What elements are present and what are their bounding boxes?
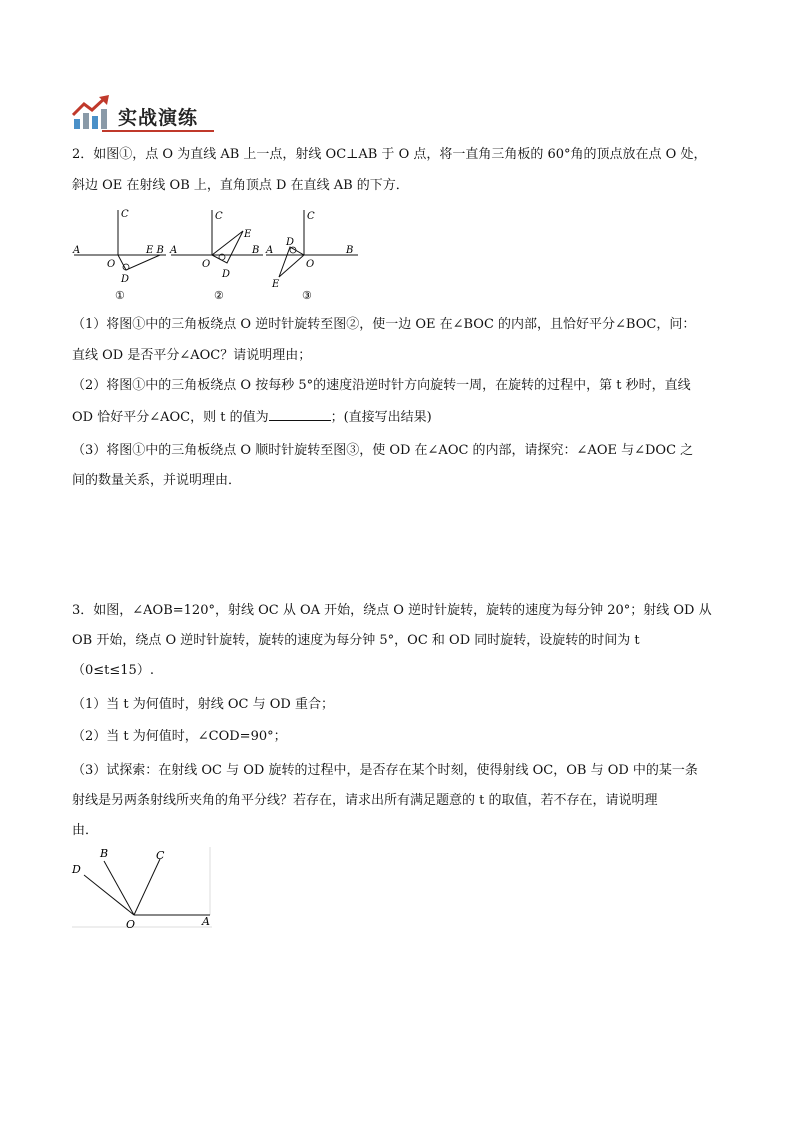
fig2-label-b: B (252, 245, 260, 256)
fig2-label-c: C (215, 211, 223, 222)
q2-sub2-text-b: ；(直接写出结果) (330, 410, 432, 425)
q2-stem-line1: 2．如图①，点 O 为直线 AB 上一点，射线 OC⊥AB 于 O 点，将一直角三角板的 60°角的顶点放在点 O 处， (72, 147, 707, 162)
figure-1 (70, 207, 170, 303)
section-title: 实战演练 (118, 107, 199, 129)
q2-sub2-text-a: OD 恰好平分∠AOC，则 t 的值为 (72, 410, 269, 425)
fig1-label-o: O (107, 259, 116, 270)
q3-line1: 3．如图，∠AOB=120°，射线 OC 从 OA 开始，绕点 O 逆时针旋转，旋转的速度为每分钟 20°；射线 OD 从 (72, 603, 712, 618)
fig1-caption: ① (115, 289, 125, 302)
q2-sub1-line1: （1）将图①中的三角板绕点 O 逆时针旋转至图②，使一边 OE 在∠BOC 的内部，且恰好平分∠BOC，问： (72, 317, 696, 332)
fig3-label-c: C (307, 211, 315, 222)
q3-sub3-line3: 由． (72, 823, 99, 838)
q3-line2: OB 开始，绕点 O 逆时针旋转，旋转的速度为每分钟 5°，OC 和 OD 同时旋转，设旋转的时间为 t (72, 633, 640, 648)
q2-stem-line2: 斜边 OE 在射线 OB 上，直角顶点 D 在直线 AB 的下方． (72, 178, 409, 193)
fig2-caption: ② (214, 289, 224, 302)
q2-sub3-line2: 间的数量关系，并说明理由． (72, 473, 242, 488)
q3-figure (70, 845, 215, 930)
q3-sub3-line1: （3）试探索：在射线 OC 与 OD 旋转的过程中，是否存在某个时刻，使得射线 OC，OB 与 OD 中的某一条 (72, 763, 698, 778)
fig2-label-d: D (222, 269, 231, 280)
fig1-label-c: C (121, 209, 129, 220)
answer-blank (269, 409, 331, 421)
q3-sub2: （2）当 t 为何值时，∠COD=90°； (72, 729, 287, 744)
q3-label-a: A (202, 915, 210, 928)
q3-label-o: O (126, 918, 136, 930)
fig3-label-o: O (306, 259, 315, 270)
fig3-label-d: D (286, 237, 295, 248)
q3-sub1: （1）当 t 为何值时，射线 OC 与 OD 重合； (72, 697, 334, 712)
q3-sub3-line2: 射线是另两条射线所夹角的角平分线？若存在，请求出所有满足题意的 t 的取值，若不存在，请说明理 (72, 793, 658, 808)
fig1-label-d: D (121, 274, 130, 285)
q2-sub2-line2 (72, 409, 432, 426)
fig2-label-e: E (244, 229, 252, 240)
fig3-label-e: E (272, 279, 280, 290)
q3-label-c: C (156, 849, 165, 862)
figure-2 (167, 207, 267, 303)
figure-3 (262, 207, 362, 303)
q2-sub3-line1: （3）将图①中的三角板绕点 O 顺时针旋转至图③，使 OD 在∠AOC 的内部，请探究：∠AOE 与∠DOC 之 (72, 443, 694, 458)
fig3-label-b: B (346, 245, 354, 256)
fig3-label-a: A (266, 245, 274, 256)
q3-line3: （0≤t≤15）. (72, 663, 154, 678)
fig1-label-a: A (73, 245, 81, 256)
fig2-label-a: A (170, 245, 178, 256)
q2-sub2-line1: （2）将图①中的三角板绕点 O 按每秒 5°的速度沿逆时针方向旋转一周，在旋转的过程中，第 t 秒时，直线 (72, 378, 691, 393)
title-underline (102, 130, 214, 132)
fig2-label-o: O (202, 259, 211, 270)
chart-arrow-icon (72, 95, 112, 131)
section-header (72, 95, 214, 135)
q2-sub1-line2: 直线 OD 是否平分∠AOC？请说明理由； (72, 348, 312, 363)
fig3-caption: ③ (302, 289, 312, 302)
q3-label-d: D (72, 863, 81, 876)
q3-label-b: B (100, 847, 109, 860)
fig1-label-eb: E B (146, 245, 164, 256)
